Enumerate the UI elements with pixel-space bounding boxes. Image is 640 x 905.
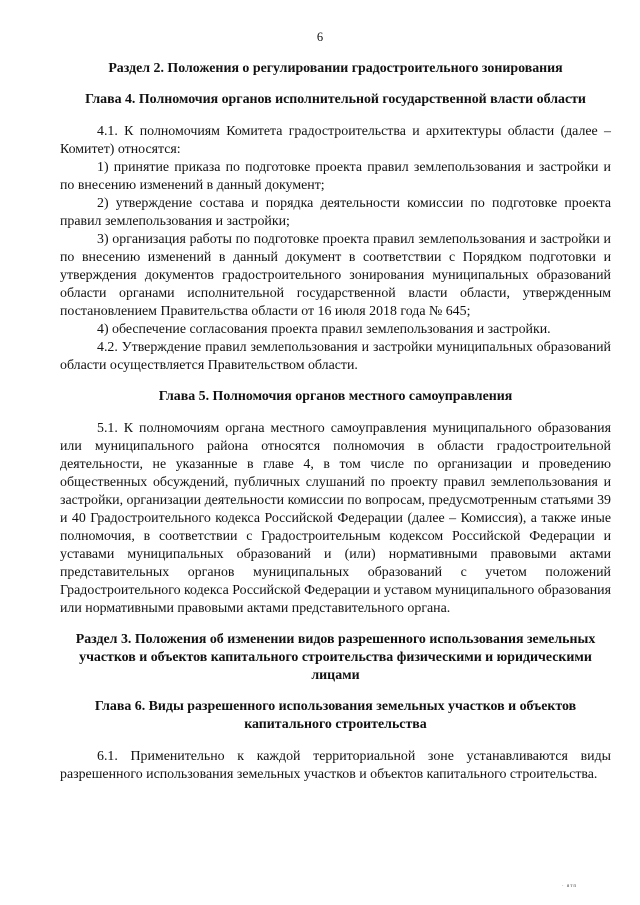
chapter-4-heading: Глава 4. Полномочия органов исполнительной государственной власти области — [85, 92, 586, 107]
paragraph-4-1-item-3: 3) организация работы по подготовке проекта правил землепользования и застройки и по внесению изменений в данный документ в соответствии с Порядком подготовки и утверждения документов градостроительного зонирования муниципальных образований области органами исполнительной государственной власти области, утвержденным постановлением Правительства области от 16 июля 2018 года № 645; — [60, 232, 611, 319]
chapter-6-heading: Глава 6. Виды разрешенного использования земельных участков и объектов капитального строительства — [94, 699, 577, 732]
paragraph-4-1-item-1: 1) принятие приказа по подготовке проекта правил землепользования и застройки и по внесению изменений в данный документ; — [60, 160, 611, 193]
scan-mark: · ятп — [562, 884, 578, 889]
paragraph-5-1: 5.1. К полномочиям органа местного самоуправления муниципального образования или муниципального района относятся полномочия в области градостроительной деятельности, не указанные в главе 4, в том числе по организации и проведению общественных обсуждений, публичных слушаний по проекту правил землепользования и застройки, организации деятельности комиссии по вопросам, предусмотренным статьями 39 и 40 Градостроительного кодекса Российской Федерации (далее – Комиссия), а также иные полномочия, в соответствии с Градостроительным кодексом Российской Федерации и уставами муниципальных образований и (или) нормативными правовыми актами представительных органов муниципальных образований с учетом положений Градостроительного кодекса Российской Федерации и уставом муниципального образования или нормативными правовыми актами представительного органа. — [60, 421, 611, 616]
chapter-5-heading: Глава 5. Полномочия органов местного самоуправления — [158, 389, 513, 404]
document-body — [60, 60, 611, 784]
section-3-heading: Раздел 3. Положения об изменении видов разрешенного использования земельных участков и объектов капитального строительства физическими и юридическими лицами — [75, 632, 596, 683]
paragraph-4-2: 4.2. Утверждение правил землепользования и застройки муниципальных образований области осуществляется Правительством области. — [60, 340, 611, 373]
page-number: 6 — [316, 30, 324, 44]
section-2-heading: Раздел 2. Положения о регулировании градостроительного зонирования — [108, 61, 563, 76]
paragraph-4-1-item-2: 2) утверждение состава и порядка деятельности комиссии по подготовке проекта правил землепользования и застройки; — [60, 196, 611, 229]
paragraph-6-1: 6.1. Применительно к каждой территориальной зоне устанавливаются виды разрешенного использования земельных участков и объектов капитального строительства. — [60, 749, 611, 782]
paragraph-4-1: 4.1. К полномочиям Комитета градостроительства и архитектуры области (далее – Комитет) относятся: — [60, 124, 611, 157]
paragraph-4-1-item-4: 4) обеспечение согласования проекта правил землепользования и застройки. — [97, 322, 551, 337]
